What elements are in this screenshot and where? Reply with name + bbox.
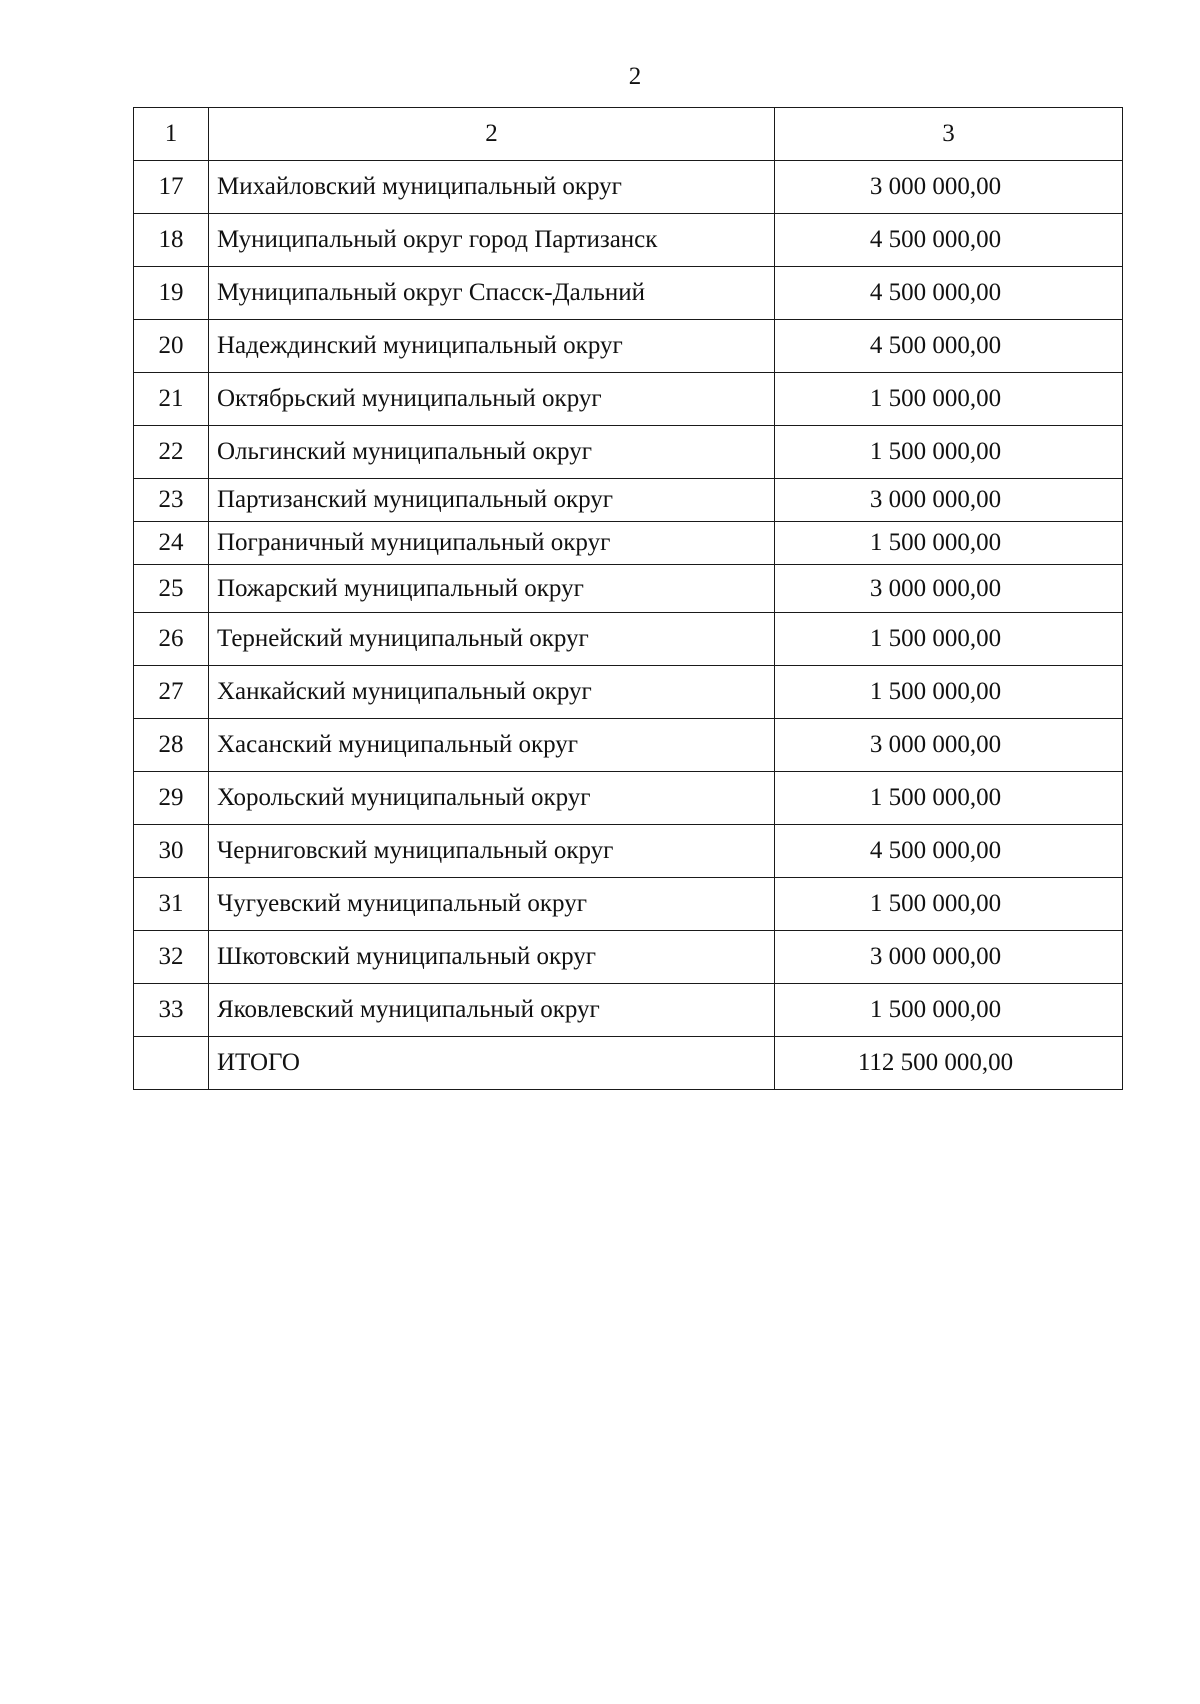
row-name-cell: Ханкайский муниципальный округ <box>209 666 775 719</box>
row-number-cell: 32 <box>134 931 209 984</box>
row-number-cell: 18 <box>134 214 209 267</box>
row-name-cell: Шкотовский муниципальный округ <box>209 931 775 984</box>
row-amount-cell: 4 500 000,00 <box>775 825 1123 878</box>
row-number-cell: 25 <box>134 565 209 613</box>
row-number-cell: 33 <box>134 984 209 1037</box>
table-row <box>134 320 1123 373</box>
row-number-cell: 20 <box>134 320 209 373</box>
row-amount-cell: 1 500 000,00 <box>775 522 1123 565</box>
row-amount-cell: 1 500 000,00 <box>775 666 1123 719</box>
row-number-cell: 29 <box>134 772 209 825</box>
row-name-cell: Надеждинский муниципальный округ <box>209 320 775 373</box>
row-name-cell: Муниципальный округ город Партизанск <box>209 214 775 267</box>
row-number-cell: 30 <box>134 825 209 878</box>
row-name-cell: Яковлевский муниципальный округ <box>209 984 775 1037</box>
table-total-row <box>134 1037 1123 1090</box>
table-row <box>134 772 1123 825</box>
total-label-cell: ИТОГО <box>209 1037 775 1090</box>
table-row <box>134 267 1123 320</box>
budget-table <box>133 107 1123 1090</box>
header-cell-number: 1 <box>134 108 209 161</box>
row-name-cell: Муниципальный округ Спасск-Дальний <box>209 267 775 320</box>
table-row <box>134 984 1123 1037</box>
table-row <box>134 161 1123 214</box>
row-amount-cell: 4 500 000,00 <box>775 320 1123 373</box>
row-number-cell: 22 <box>134 426 209 479</box>
row-amount-cell: 1 500 000,00 <box>775 772 1123 825</box>
row-name-cell: Хорольский муниципальный округ <box>209 772 775 825</box>
row-amount-cell: 3 000 000,00 <box>775 565 1123 613</box>
row-name-cell: Пограничный муниципальный округ <box>209 522 775 565</box>
table-row <box>134 479 1123 522</box>
total-number-cell <box>134 1037 209 1090</box>
row-name-cell: Пожарский муниципальный округ <box>209 565 775 613</box>
row-number-cell: 21 <box>134 373 209 426</box>
header-cell-amount: 3 <box>775 108 1123 161</box>
row-name-cell: Михайловский муниципальный округ <box>209 161 775 214</box>
row-number-cell: 17 <box>134 161 209 214</box>
row-number-cell: 19 <box>134 267 209 320</box>
row-name-cell: Чугуевский муниципальный округ <box>209 878 775 931</box>
row-amount-cell: 1 500 000,00 <box>775 878 1123 931</box>
row-name-cell: Октябрьский муниципальный округ <box>209 373 775 426</box>
row-number-cell: 31 <box>134 878 209 931</box>
row-number-cell: 27 <box>134 666 209 719</box>
row-name-cell: Хасанский муниципальный округ <box>209 719 775 772</box>
table-row <box>134 666 1123 719</box>
table-row <box>134 373 1123 426</box>
table-row <box>134 719 1123 772</box>
row-amount-cell: 1 500 000,00 <box>775 426 1123 479</box>
row-number-cell: 26 <box>134 613 209 666</box>
row-amount-cell: 4 500 000,00 <box>775 267 1123 320</box>
table-row <box>134 214 1123 267</box>
row-number-cell: 24 <box>134 522 209 565</box>
table-row <box>134 931 1123 984</box>
table-row <box>134 613 1123 666</box>
row-amount-cell: 1 500 000,00 <box>775 373 1123 426</box>
total-amount-cell: 112 500 000,00 <box>775 1037 1123 1090</box>
row-amount-cell: 1 500 000,00 <box>775 613 1123 666</box>
table-row <box>134 426 1123 479</box>
row-amount-cell: 3 000 000,00 <box>775 161 1123 214</box>
row-name-cell: Черниговский муниципальный округ <box>209 825 775 878</box>
table-row <box>134 565 1123 613</box>
row-number-cell: 28 <box>134 719 209 772</box>
row-name-cell: Тернейский муниципальный округ <box>209 613 775 666</box>
row-amount-cell: 3 000 000,00 <box>775 931 1123 984</box>
row-amount-cell: 3 000 000,00 <box>775 719 1123 772</box>
row-name-cell: Ольгинский муниципальный округ <box>209 426 775 479</box>
table-row <box>134 825 1123 878</box>
table-row <box>134 522 1123 565</box>
row-number-cell: 23 <box>134 479 209 522</box>
row-amount-cell: 4 500 000,00 <box>775 214 1123 267</box>
page-number: 2 <box>628 63 642 90</box>
row-amount-cell: 3 000 000,00 <box>775 479 1123 522</box>
row-name-cell: Партизанский муниципальный округ <box>209 479 775 522</box>
table-row <box>134 878 1123 931</box>
row-amount-cell: 1 500 000,00 <box>775 984 1123 1037</box>
table-header-row <box>134 108 1123 161</box>
header-cell-name: 2 <box>209 108 775 161</box>
